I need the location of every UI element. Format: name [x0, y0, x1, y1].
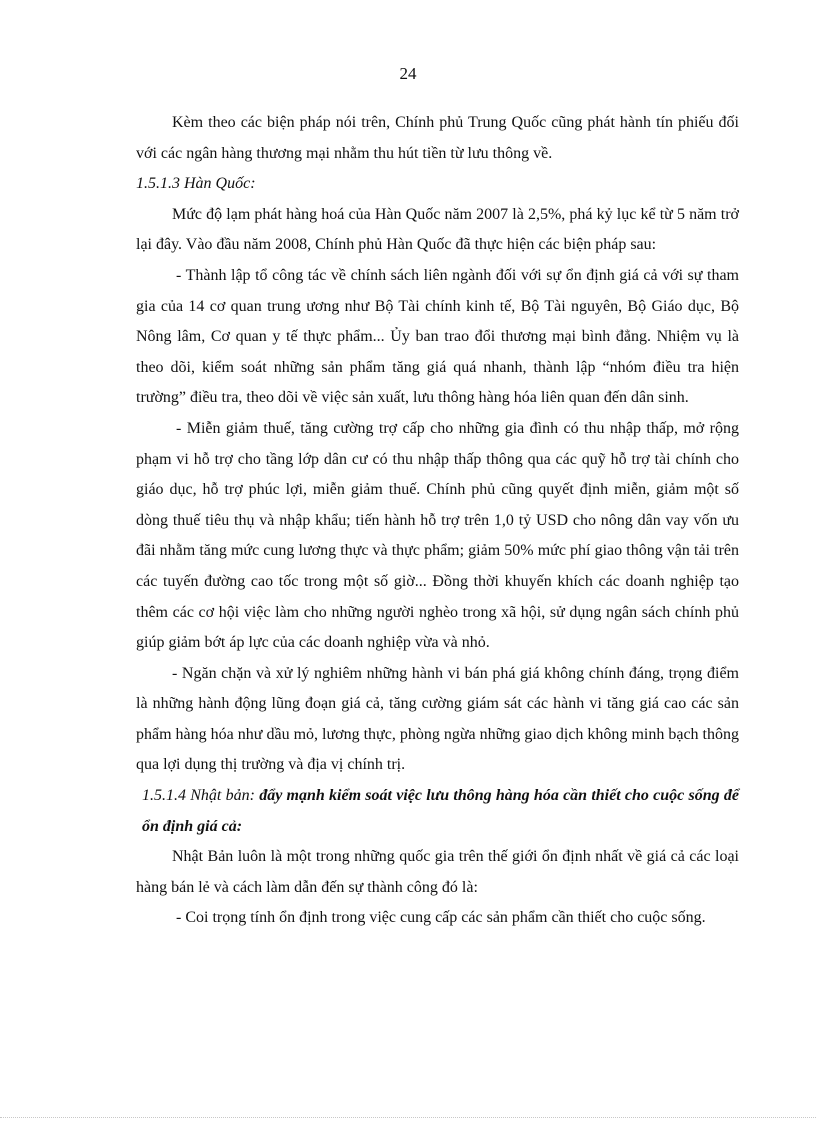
heading-japan — [142, 781, 739, 842]
heading-japan-title: đẩy mạnh kiểm soát việc lưu thông hàng hóa cần thiết cho cuộc sống để ổn định giá cả: — [142, 787, 739, 835]
page-number: 24 — [399, 64, 417, 83]
document-body — [136, 108, 739, 934]
paragraph-korea-dumping: - Ngăn chặn và xử lý nghiêm những hành vi bán phá giá không chính đáng, trọng điểm là những hành động lũng đoạn giá cả, tăng cường giám sát các hành vi tăng giá cao các sản phẩm hàng hóa như dầu mỏ, lương thực, phòng ngừa những giao dịch không minh bạch thông qua lợi dụng thị trường và địa vị chính trị. — [136, 664, 739, 774]
heading-japan-number: 1.5.1.4 Nhật bản: — [142, 787, 255, 805]
paragraph-china-bills: Kèm theo các biện pháp nói trên, Chính phủ Trung Quốc cũng phát hành tín phiếu đối với các ngân hàng thương mại nhằm thu hút tiền từ lưu thông về. — [136, 114, 739, 162]
heading-korea: 1.5.1.3 Hàn Quốc: — [136, 175, 256, 193]
page-bottom-divider — [0, 1117, 816, 1118]
paragraph-korea-tax: - Miễn giảm thuế, tăng cường trợ cấp cho những gia đình có thu nhập thấp, mở rộng phạm vi hỗ trợ cho tầng lớp dân cư có thu nhập thấp thông qua các quỹ hỗ trợ tài chính cho giáo dục, hỗ trợ phúc lợi, miễn giảm thuế. Chính phủ cũng quyết định miễn, giảm một số dòng thuế tiêu thụ và nhập khẩu; tiến hành hỗ trợ trên 1,0 tỷ USD cho nông dân vay vốn ưu đãi nhằm tăng mức cung lương thực và thực phẩm; giảm 50% mức phí giao thông vận tải trên các tuyến đường cao tốc trong một số giờ... Đồng thời khuyến khích các doanh nghiệp tạo thêm các cơ hội việc làm cho những người nghèo trong xã hội, sử dụng ngân sách chính phủ giúp giảm bớt áp lực của các doanh nghiệp vừa và nhỏ. — [136, 419, 739, 652]
paragraph-korea-taskforce: - Thành lập tổ công tác về chính sách liên ngành đối với sự ổn định giá cả với sự tham gia của 14 cơ quan trung ương như Bộ Tài chính kinh tế, Bộ Tài nguyên, Bộ Giáo dục, Bộ Nông lâm, Cơ quan y tế thực phẩm... Ủy ban trao đổi thương mại bình đẳng. Nhiệm vụ là theo dõi, kiểm soát những sản phẩm tăng giá quá nhanh, thành lập “nhóm điều tra hiện trường” điều tra, theo dõi về việc sản xuất, lưu thông hàng hóa liên quan đến dân sinh. — [136, 266, 739, 407]
paragraph-japan-supply: - Coi trọng tính ổn định trong việc cung cấp các sản phẩm cần thiết cho cuộc sống. — [176, 909, 706, 927]
paragraph-japan-intro: Nhật Bản luôn là một trong những quốc gia trên thế giới ổn định nhất về giá cả các loại hàng bán lẻ và cách làm dẫn đến sự thành công đó là: — [136, 848, 739, 896]
paragraph-korea-inflation: Mức độ lạm phát hàng hoá của Hàn Quốc năm 2007 là 2,5%, phá kỷ lục kể từ 5 năm trở lại đây. Vào đầu năm 2008, Chính phủ Hàn Quốc đã thực hiện các biện pháp sau: — [136, 205, 739, 254]
